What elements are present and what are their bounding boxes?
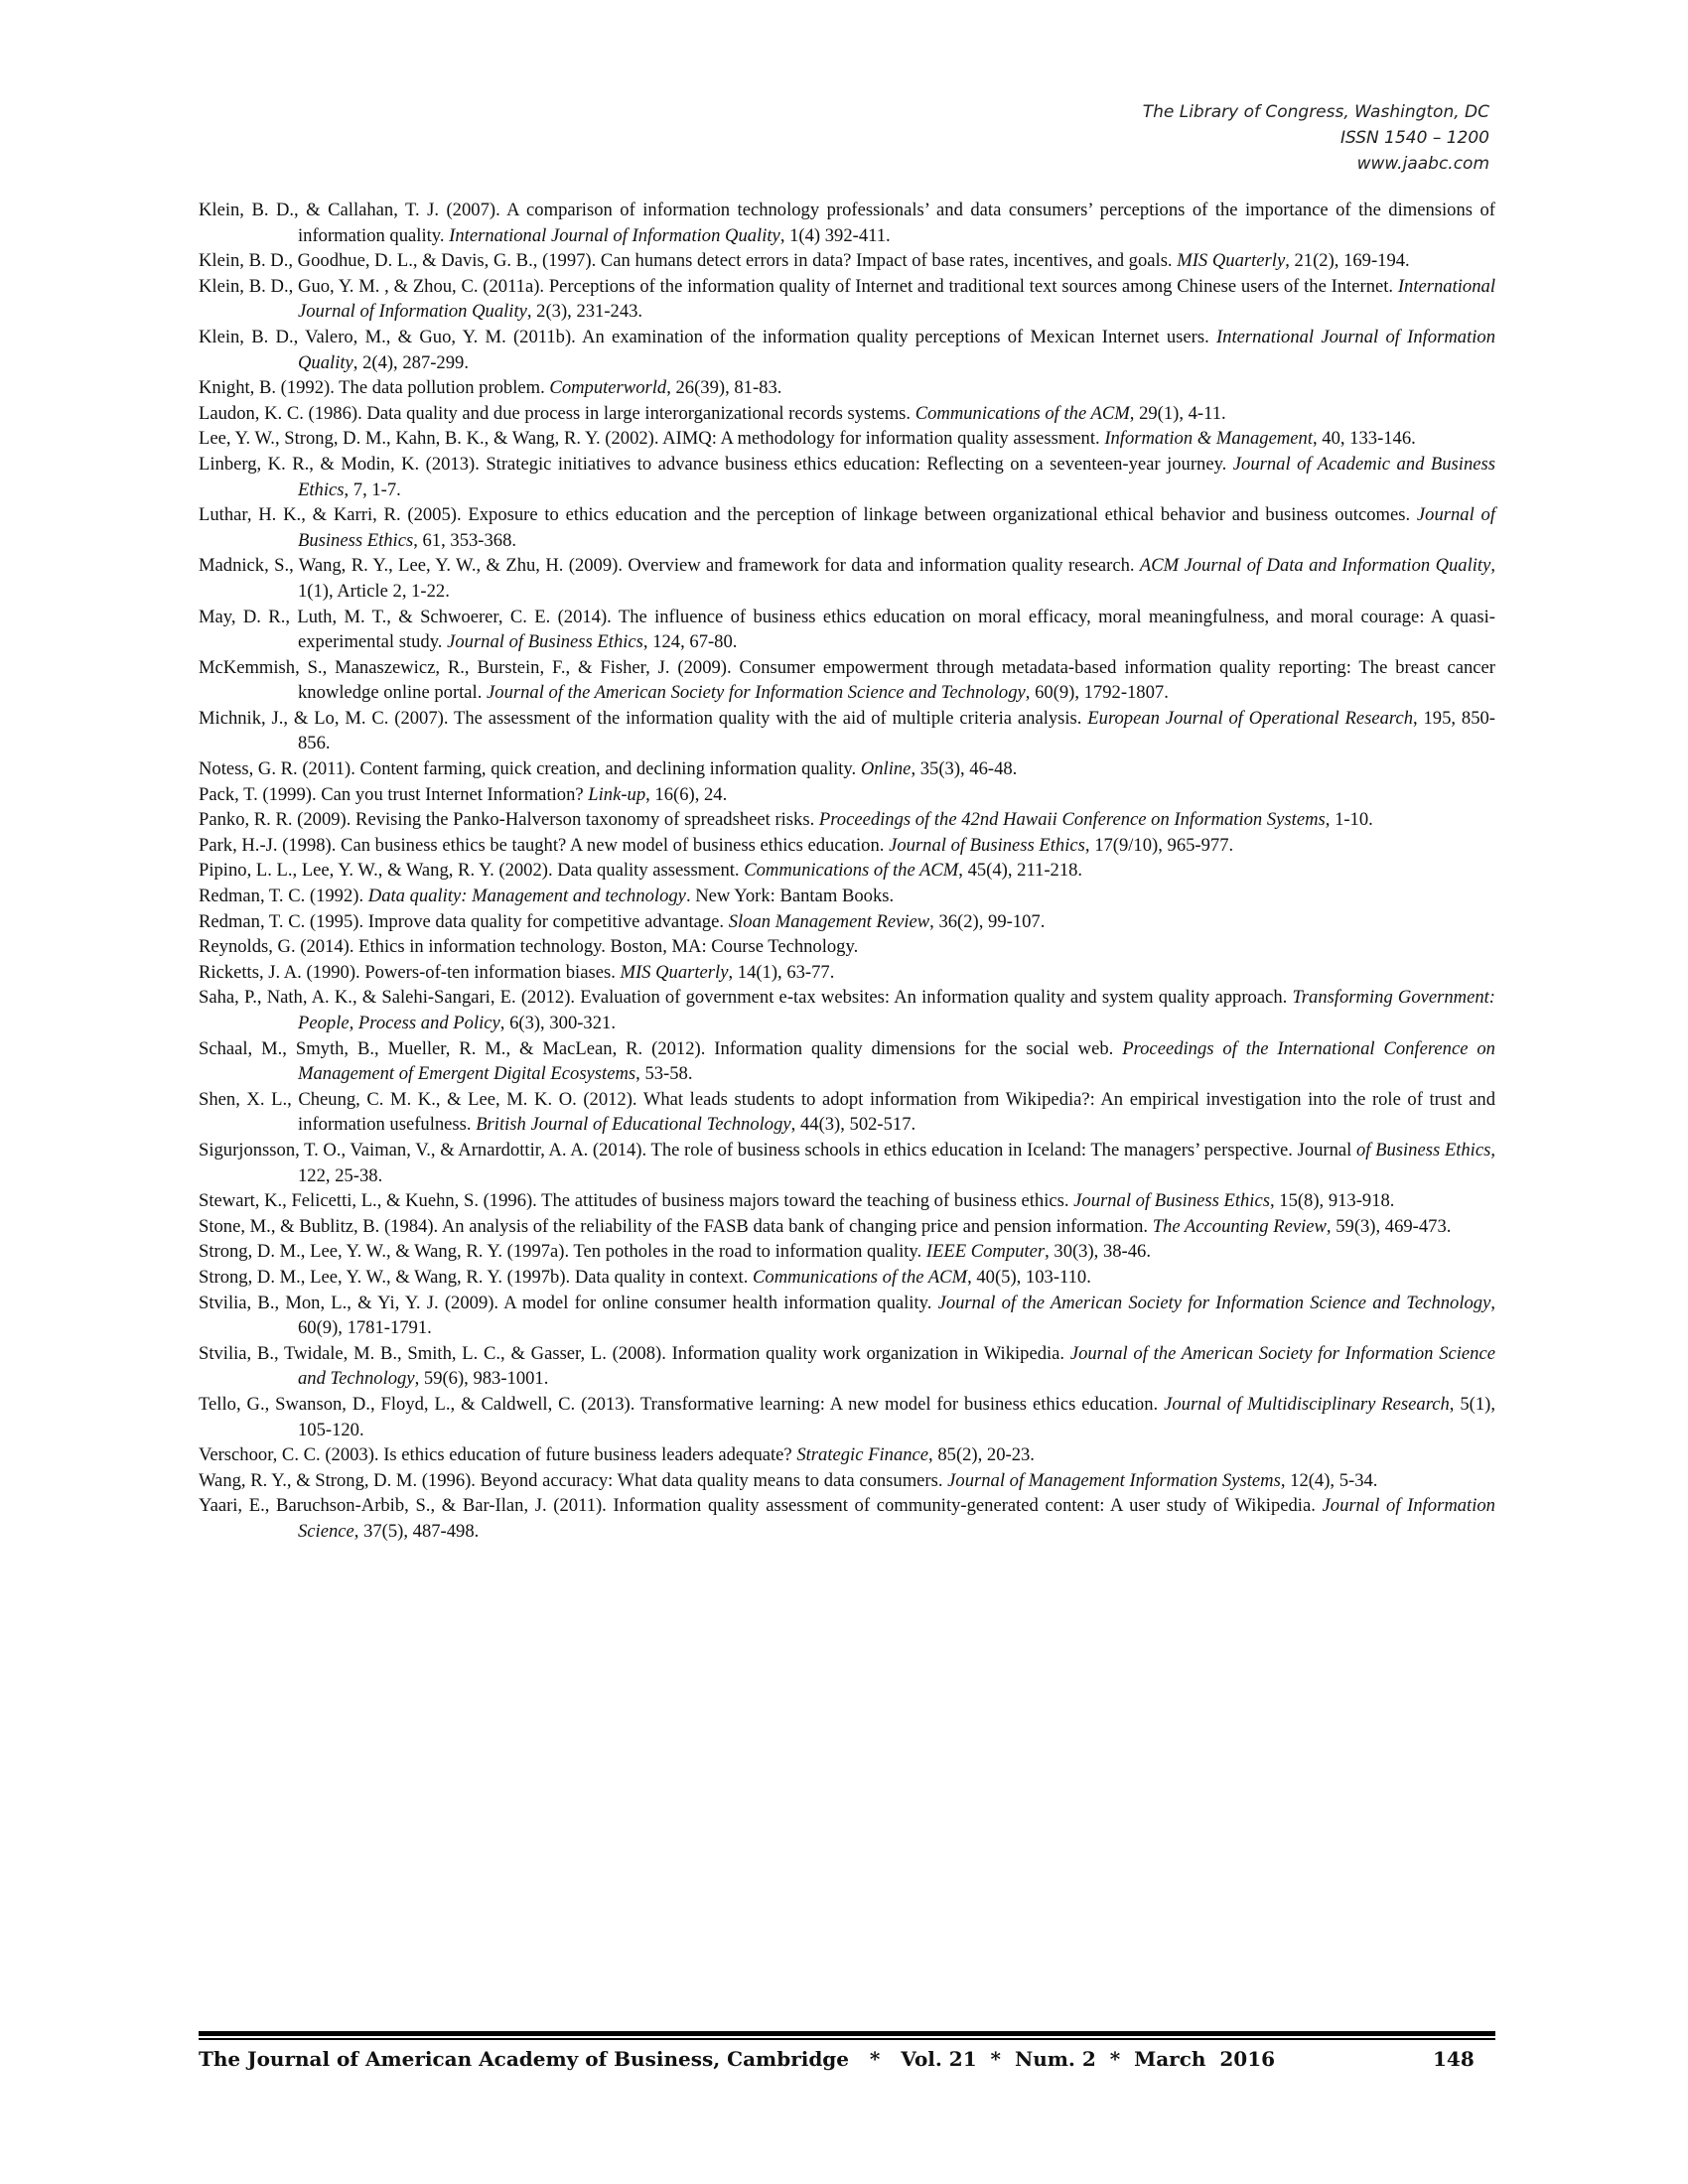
reference-source-title: International Journal of Information Quality bbox=[298, 326, 1495, 373]
page-footer bbox=[199, 2047, 1495, 2077]
reference-text: Strong, D. M., Lee, Y. W., & Wang, R. Y. (1997b). Data quality in context. bbox=[199, 1266, 753, 1288]
reference-citation-details: , 60(9), 1781-1791. bbox=[298, 1292, 1495, 1339]
reference-entry bbox=[199, 198, 1495, 248]
reference-citation-details: , 29(1), 4-11. bbox=[1129, 402, 1226, 424]
reference-text: Lee, Y. W., Strong, D. M., Kahn, B. K., & Wang, R. Y. (2002). AIMQ: A methodology for information quality assessment. bbox=[199, 428, 1105, 450]
reference-citation-details: , 45(4), 211-218. bbox=[958, 860, 1083, 882]
reference-source-title: Online bbox=[860, 758, 912, 780]
reference-entry bbox=[199, 1188, 1495, 1214]
reference-source-title: Journal of Information Science bbox=[298, 1495, 1495, 1542]
reference-citation-details: , 44(3), 502-517. bbox=[790, 1114, 916, 1136]
reference-entry bbox=[199, 325, 1495, 375]
reference-text: McKemmish, S., Manaszewicz, R., Burstein, F., & Fisher, J. (2009). Consumer empowerment through metadata-based information quality reporting: The breast cancer knowledge online portal. bbox=[199, 656, 1495, 704]
reference-text: Madnick, S., Wang, R. Y., Lee, Y. W., & Zhu, H. (2009). Overview and framework for data and information quality research. bbox=[199, 555, 1140, 577]
reference-source-title: International Journal of Information Quality bbox=[298, 275, 1495, 323]
reference-citation-details: , 2(4), 287-299. bbox=[352, 351, 469, 373]
reference-citation-details: , 59(3), 469-473. bbox=[1326, 1215, 1452, 1237]
reference-source-title: The Accounting Review bbox=[1152, 1215, 1327, 1237]
reference-text: Redman, T. C. (1995). Improve data quality for competitive advantage. bbox=[199, 910, 729, 932]
reference-entry bbox=[199, 452, 1495, 502]
reference-source-title: Journal of Business Ethics bbox=[889, 834, 1085, 856]
reference-text: Linberg, K. R., & Modin, K. (2013). Strategic initiatives to advance business ethics education: Reflecting on a seventeen-year journey. bbox=[199, 453, 1233, 475]
reference-text: Sigurjonsson, T. O., Vaiman, V., & Arnardottir, A. A. (2014). The role of business schools in ethics education in Iceland: The managers’ perspective. Journal bbox=[199, 1139, 1356, 1160]
reference-text: Pipino, L. L., Lee, Y. W., & Wang, R. Y. (2002). Data quality assessment. bbox=[199, 860, 745, 882]
header-issn: ISSN 1540 – 1200 bbox=[1340, 128, 1489, 148]
reference-citation-details: , 40, 133-146. bbox=[1312, 428, 1416, 450]
reference-text: Michnik, J., & Lo, M. C. (2007). The assessment of the information quality with the aid of multiple criteria analysis. bbox=[199, 707, 1088, 729]
reference-citation-details: , 122, 25-38. bbox=[298, 1139, 1495, 1186]
reference-entry bbox=[199, 1291, 1495, 1341]
reference-text: Klein, B. D., Valero, M., & Guo, Y. M. (2011b). An examination of the information quality perceptions of Mexican Internet users. bbox=[199, 326, 1216, 347]
reference-text: Klein, B. D., Goodhue, D. L., & Davis, G. B., (1997). Can humans detect errors in data? Impact of base rates, incentives, and goals. bbox=[199, 250, 1178, 272]
reference-source-title: Link-up bbox=[588, 783, 646, 805]
reference-source-title: Communications of the ACM bbox=[753, 1266, 968, 1288]
reference-entry bbox=[199, 833, 1495, 859]
reference-source-title: Journal of Academic and Business Ethics bbox=[298, 453, 1495, 500]
reference-entry bbox=[199, 1036, 1495, 1087]
reference-citation-details: , 37(5), 487-498. bbox=[353, 1520, 480, 1542]
reference-text: Yaari, E., Baruchson-Arbib, S., & Bar-Ilan, J. (2011). Information quality assessment of community-generated content: A user study of Wikipedia. bbox=[199, 1495, 1323, 1517]
reference-citation-details: , 1(4) 392-411. bbox=[779, 224, 891, 246]
reference-citation-details: , 1-10. bbox=[1325, 809, 1373, 831]
footer-rule-thick bbox=[199, 2031, 1495, 2036]
reference-entry bbox=[199, 960, 1495, 986]
page-number: 148 bbox=[1433, 2047, 1475, 2071]
reference-text: Panko, R. R. (2009). Revising the Panko-Halverson taxonomy of spreadsheet risks. bbox=[199, 809, 819, 831]
reference-text: Stone, M., & Bublitz, B. (1984). An analysis of the reliability of the FASB data bank of changing price and pension information. bbox=[199, 1215, 1153, 1237]
reference-source-title: Journal of Multidisciplinary Research bbox=[1164, 1393, 1450, 1415]
reference-source-title: Journal of the American Society for Information Science and Technology bbox=[937, 1292, 1491, 1313]
reference-text: Klein, B. D., & Callahan, T. J. (2007). A comparison of information technology professionals’ and data consumers’ perceptions of the importance of the dimensions of information quality. bbox=[199, 200, 1495, 246]
reference-text: Laudon, K. C. (1986). Data quality and due process in large interorganizational records systems. bbox=[199, 402, 915, 424]
reference-source-title: MIS Quarterly bbox=[1177, 250, 1286, 272]
reference-citation-details: , 21(2), 169-194. bbox=[1285, 250, 1410, 272]
reference-source-title: Computerworld bbox=[549, 377, 667, 399]
reference-entry bbox=[199, 1138, 1495, 1188]
reference-entry bbox=[199, 934, 1495, 960]
reference-source-title: Journal of Business Ethics bbox=[1073, 1190, 1270, 1212]
reference-text: Shen, X. L., Cheung, C. M. K., & Lee, M. K. O. (2012). What leads students to adopt information from Wikipedia?: An empirical investigation into the role of trust and information usefulness. bbox=[199, 1088, 1495, 1136]
reference-citation-details: , 12(4), 5-34. bbox=[1280, 1469, 1378, 1491]
reference-citation-details: , 35(3), 46-48. bbox=[911, 758, 1018, 780]
reference-source-title: Journal of the American Society for Information Science and Technology bbox=[487, 682, 1026, 704]
reference-text: Park, H.-J. (1998). Can business ethics be taught? A new model of business ethics education. bbox=[199, 834, 890, 856]
reference-citation-details: , 124, 67-80. bbox=[642, 631, 738, 653]
reference-citation-details: , 7, 1-7. bbox=[344, 478, 401, 500]
reference-citation-details: , 60(9), 1792-1807. bbox=[1025, 682, 1169, 704]
reference-entry bbox=[199, 909, 1495, 935]
reference-entry bbox=[199, 655, 1495, 706]
reference-entry bbox=[199, 502, 1495, 553]
reference-citation-details: , 6(3), 300-321. bbox=[499, 1013, 616, 1033]
reference-source-title: British Journal of Educational Technology bbox=[476, 1114, 791, 1136]
reference-citation-details: , 26(39), 81-83. bbox=[666, 377, 782, 399]
reference-citation-details: . New York: Bantam Books. bbox=[685, 886, 895, 907]
reference-source-title: Information & Management bbox=[1104, 428, 1313, 450]
reference-entry bbox=[199, 248, 1495, 274]
reference-source-title: European Journal of Operational Research bbox=[1087, 707, 1414, 729]
reference-entry bbox=[199, 1214, 1495, 1240]
reference-text: Ricketts, J. A. (1990). Powers-of-ten information biases. bbox=[199, 961, 621, 983]
reference-source-title: Sloan Management Review bbox=[728, 910, 930, 932]
reference-source-title: Transforming Government: People, Process and Policy bbox=[298, 987, 1495, 1033]
reference-entry bbox=[199, 426, 1495, 452]
reference-entry bbox=[199, 1341, 1495, 1392]
reference-source-title: Journal of the American Society for Information Science and Technology bbox=[298, 1342, 1495, 1390]
reference-entry bbox=[199, 1265, 1495, 1291]
reference-source-title: Data quality: Management and technology bbox=[367, 886, 686, 907]
reference-source-title: IEEE Computer bbox=[925, 1241, 1046, 1263]
reference-source-title: Journal of Management Information Systems bbox=[947, 1469, 1281, 1491]
reference-citation-details: , 1(1), Article 2, 1-22. bbox=[298, 555, 1495, 602]
reference-source-title: of Business Ethics bbox=[1355, 1139, 1491, 1160]
reference-entry bbox=[199, 274, 1495, 325]
reference-entry bbox=[199, 1087, 1495, 1138]
header-website: www.jaabc.com bbox=[1356, 154, 1489, 174]
reference-list bbox=[199, 198, 1495, 1544]
reference-citation-details: , 40(5), 103-110. bbox=[967, 1266, 1091, 1288]
reference-text: Schaal, M., Smyth, B., Mueller, R. M., & MacLean, R. (2012). Information quality dimensions for the social web. bbox=[199, 1037, 1123, 1059]
reference-entry bbox=[199, 375, 1495, 401]
reference-source-title: Journal of Business Ethics bbox=[298, 504, 1495, 551]
reference-text: Reynolds, G. (2014). Ethics in information technology. Boston, MA: Course Technology. bbox=[199, 936, 859, 958]
reference-text: Stvilia, B., Mon, L., & Yi, Y. J. (2009). A model for online consumer health information quality. bbox=[199, 1292, 938, 1313]
footer-rule-thin bbox=[199, 2038, 1495, 2040]
reference-text: Strong, D. M., Lee, Y. W., & Wang, R. Y. (1997a). Ten potholes in the road to information quality. bbox=[199, 1241, 926, 1263]
reference-entry bbox=[199, 1468, 1495, 1494]
reference-source-title: Proceedings of the International Conference on Management of Emergent Digital Ecosystems bbox=[298, 1037, 1495, 1085]
reference-entry bbox=[199, 605, 1495, 655]
reference-source-title: Communications of the ACM bbox=[744, 860, 959, 882]
reference-entry bbox=[199, 553, 1495, 604]
reference-citation-details: , 15(8), 913-918. bbox=[1269, 1190, 1395, 1212]
reference-text: Stvilia, B., Twidale, M. B., Smith, L. C., & Gasser, L. (2008). Information quality work organization in Wikipedia. bbox=[199, 1342, 1070, 1364]
reference-text: Wang, R. Y., & Strong, D. M. (1996). Beyond accuracy: What data quality means to data consumers. bbox=[199, 1469, 948, 1491]
reference-source-title: ACM Journal of Data and Information Quality bbox=[1139, 555, 1491, 577]
reference-source-title: Strategic Finance bbox=[796, 1444, 929, 1466]
reference-text: Tello, G., Swanson, D., Floyd, L., & Caldwell, C. (2013). Transformative learning: A new model for business ethics education. bbox=[199, 1393, 1165, 1415]
reference-text: Luthar, H. K., & Karri, R. (2005). Exposure to ethics education and the perception of linkage between organizational ethical behavior and business outcomes. bbox=[199, 504, 1417, 526]
reference-source-title: Proceedings of the 42nd Hawaii Conference on Information Systems bbox=[818, 809, 1326, 831]
reference-entry bbox=[199, 807, 1495, 833]
reference-text: Notess, G. R. (2011). Content farming, quick creation, and declining information quality. bbox=[199, 758, 861, 780]
reference-entry bbox=[199, 858, 1495, 884]
reference-citation-details: , 195, 850-856. bbox=[298, 707, 1495, 754]
reference-citation-details: , 16(6), 24. bbox=[645, 783, 728, 805]
reference-citation-details: , 2(3), 231-243. bbox=[526, 301, 643, 323]
reference-entry bbox=[199, 782, 1495, 808]
reference-citation-details: , 53-58. bbox=[635, 1063, 693, 1085]
reference-entry bbox=[199, 756, 1495, 782]
reference-entry bbox=[199, 1493, 1495, 1544]
reference-text: Redman, T. C. (1992). bbox=[199, 886, 368, 907]
reference-text: Saha, P., Nath, A. K., & Salehi-Sangari, E. (2012). Evaluation of government e-tax websites: An information quality and system quality approach. bbox=[199, 987, 1293, 1009]
reference-text: Klein, B. D., Guo, Y. M. , & Zhou, C. (2011a). Perceptions of the information quality of Internet and traditional text sources among Chinese users of the Internet. bbox=[199, 275, 1398, 297]
reference-entry bbox=[199, 401, 1495, 427]
reference-source-title: Communications of the ACM bbox=[914, 402, 1130, 424]
reference-citation-details: , 36(2), 99-107. bbox=[929, 910, 1046, 932]
reference-entry bbox=[199, 884, 1495, 909]
reference-text: Verschoor, C. C. (2003). Is ethics education of future business leaders adequate? bbox=[199, 1444, 797, 1466]
reference-text: Pack, T. (1999). Can you trust Internet Information? bbox=[199, 783, 589, 805]
page-header bbox=[1143, 99, 1489, 177]
reference-citation-details: , 5(1), 105-120. bbox=[298, 1393, 1495, 1440]
reference-entry bbox=[199, 1239, 1495, 1265]
reference-citation-details: , 30(3), 38-46. bbox=[1045, 1241, 1151, 1263]
reference-citation-details: , 85(2), 20-23. bbox=[928, 1444, 1035, 1466]
reference-text: Knight, B. (1992). The data pollution problem. bbox=[199, 377, 550, 399]
reference-source-title: International Journal of Information Quality bbox=[449, 224, 780, 246]
reference-entry bbox=[199, 985, 1495, 1035]
reference-source-title: MIS Quarterly bbox=[620, 961, 729, 983]
footer-journal-info: The Journal of American Academy of Business, Cambridge * Vol. 21 * Num. 2 * March 2016 bbox=[199, 2047, 1276, 2071]
header-library: The Library of Congress, Washington, DC bbox=[1142, 102, 1489, 122]
reference-citation-details: , 59(6), 983-1001. bbox=[414, 1368, 549, 1390]
reference-entry bbox=[199, 706, 1495, 756]
reference-text: Stewart, K., Felicetti, L., & Kuehn, S. (1996). The attitudes of business majors toward the teaching of business ethics. bbox=[199, 1190, 1074, 1212]
reference-citation-details: , 17(9/10), 965-977. bbox=[1084, 834, 1234, 856]
reference-entry bbox=[199, 1392, 1495, 1442]
reference-text: May, D. R., Luth, M. T., & Schwoerer, C. E. (2014). The influence of business ethics education on moral efficacy, moral meaningfulness, and moral courage: A quasi-experimental study. bbox=[199, 606, 1495, 653]
reference-citation-details: , 61, 353-368. bbox=[413, 529, 517, 551]
reference-source-title: Journal of Business Ethics bbox=[447, 631, 643, 653]
reference-citation-details: , 14(1), 63-77. bbox=[728, 961, 835, 983]
reference-entry bbox=[199, 1442, 1495, 1468]
